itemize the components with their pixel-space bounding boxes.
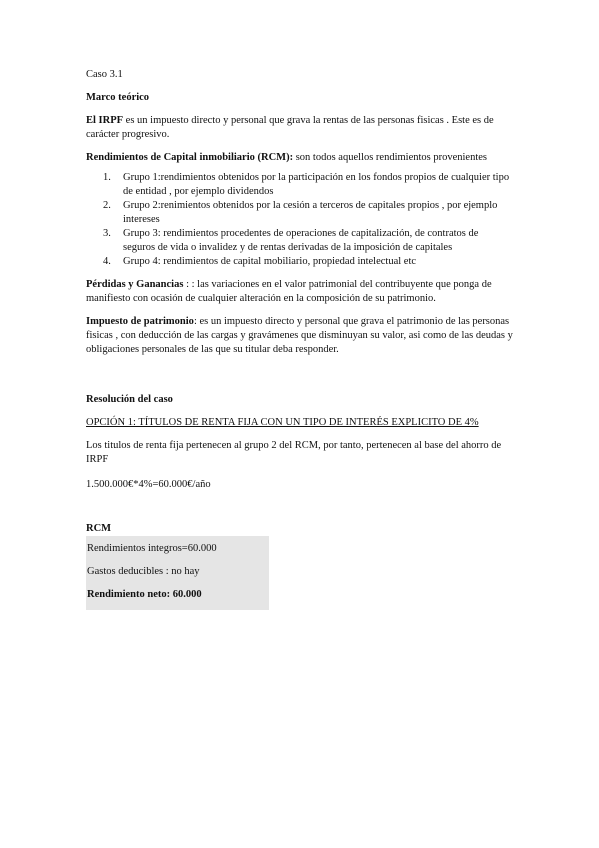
perdidas-term: Pérdidas y Ganancias [86,279,184,290]
rcm-term: Rendimientos de Capital inmobiliario (RCM): [86,152,294,163]
case-title: Caso 3.1 [86,69,123,80]
rcm-text: son todos aquellos rendimientos provenientes [293,152,488,163]
patrimonio-text: : es un impuesto directo y personal que grava el patrimonio de las personas fisicas , con deducción de las cargas y gravámenes que disminuyan su valor, asi como de las deudas y obligaciones personales de las que su titular deba responder. [86,316,513,355]
section-theory-heading: Marco teórico [86,92,150,103]
calculation-line: 1.500.000€*4%=60.000€/año [86,479,211,490]
list-item: 1. Grupo 1:rendimientos obtenidos por la participación en los fondos propios de cualquier tipo de entidad , por ejemplo dividendos [103,172,510,197]
option-paragraph: Los titulos de renta fija pertenecen al grupo 2 del RCM, por tanto, pertenecen al base del ahorro de IRPF [86,440,502,465]
rcm-label: RCM [86,523,112,534]
option-title: OPCIÓN 1: TÍTULOS DE RENTA FIJA CON UN TIPO DE INTERÉS EXPLICITO DE 4% [86,417,479,428]
list-item: 2. Grupo 2:renimientos obtenidos por la cesión a terceros de capitales propios , por ejemplo intereses [103,200,498,225]
irpf-term: El IRPF [86,115,124,126]
list-item: 4. Grupo 4: rendimientos de capital mobiliario, propiedad intelectual etc [103,256,417,267]
groups-list [86,171,516,269]
perdidas-paragraph [86,278,516,306]
perdidas-text: : : las variaciones en el valor patrimonial del contribuyente que ponga de manifiesto con ocasión de cualquier alteración en la composición de su patrimonio. [86,279,492,304]
section-resolution-heading: Resolución del caso [86,394,173,405]
patrimonio-term: Impuesto de patrimonio [86,316,194,327]
rcm-gastos: Gastos deducibles : no hay [87,566,200,577]
list-item: 3. Grupo 3: rendimientos procedentes de operaciones de capitalización, de contratos de [103,228,479,239]
list-item: seguros de vida o invalidez y de rentas derivadas de la imposición de capitales [123,242,453,253]
rcm-summary-box [86,536,269,610]
irpf-text: es un impuesto directo y personal que grava la rentas de las personas fisicas . Este es de carácter progresivo. [86,115,494,140]
irpf-paragraph [86,114,516,142]
patrimonio-paragraph [86,315,516,357]
rcm-definition-paragraph [86,151,516,165]
rcm-neto: Rendimiento neto: 60.000 [87,589,202,600]
rcm-integros: Rendimientos integros=60.000 [87,543,217,554]
document-content [86,68,516,610]
